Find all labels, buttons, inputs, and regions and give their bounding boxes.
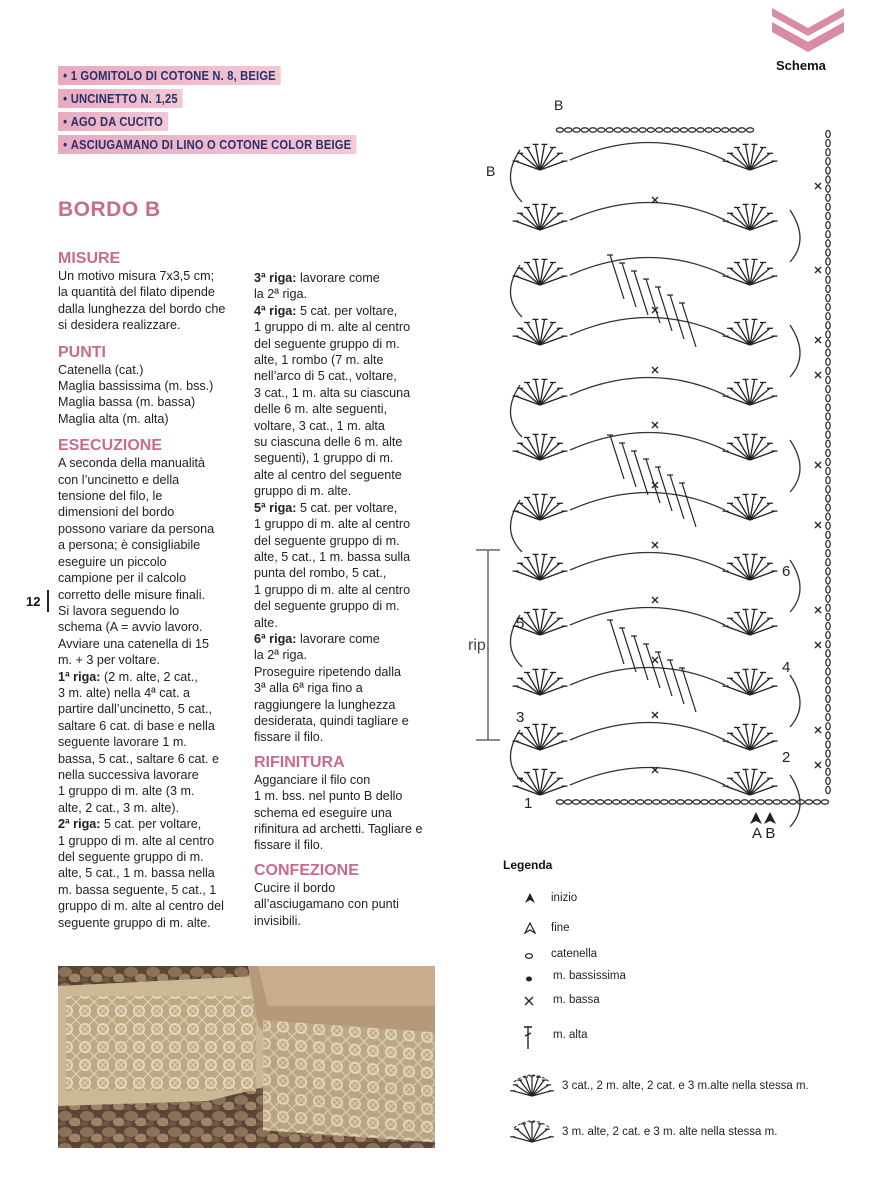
shell-group xyxy=(723,259,778,285)
riga1-label: 1ª riga: xyxy=(58,669,101,684)
shell-group xyxy=(723,609,778,635)
riga4-paragraph xyxy=(254,303,440,500)
riga3-text: lavorare come la 2ª riga. xyxy=(254,271,380,302)
riga2-text: 5 cat. per voltare, 1 gruppo di m. alte al centro del seguente gruppo di m. alte, 5 cat., 1 m. bassa nella m. bassa seguente, 5 cat., 1 gruppo di m. alte al centro del seguente gruppo di m. alte. xyxy=(58,817,224,930)
schema-title: Schema xyxy=(776,58,826,73)
materials-item: • ASCIUGAMANO DI LINO O COTONE COLOR BEIGE xyxy=(58,135,356,154)
riga4-text: 5 cat. per voltare, 1 gruppo di m. alte al centro del seguente gruppo di m. alte, 1 rombo (7 m. alte nell’arco di 5 cat., voltare, 3 cat., 1 m. alta su ciascuna delle 6 m. alte seguenti, voltare, 3 cat., 1 m. alta su ciascuna delle 6 m. alte seguenti), 1 gruppo di m. alte al centro del seguente gruppo di m. alte. xyxy=(254,303,411,499)
diagram-label-rip: rip. xyxy=(468,637,491,654)
riga6-paragraph xyxy=(254,631,440,664)
shell-group-small-icon xyxy=(509,1116,555,1144)
legend-item-catenella: catenella xyxy=(551,948,598,960)
riga5-text: 5 cat. per voltare, 1 gruppo di m. alte al centro del seguente gruppo di m. alte, 5 cat., 1 m. bassa sulla punta del rombo, 5 cat., 1 gruppo di m. alte al centro del seguente gruppo di m. alte. xyxy=(254,500,411,630)
shell-group xyxy=(723,204,778,230)
legend-item-shell-large: 3 cat., 2 m. alte, 2 cat. e 3 m.alte nella stessa m. xyxy=(562,1080,809,1092)
shell-group xyxy=(513,554,568,580)
shell-group xyxy=(513,379,568,405)
legend-item-m-bassa: m. bassa xyxy=(553,994,600,1006)
esecuzione-text: A seconda della manualità con l’uncinetto e della tensione del filo, le dimensioni del bordo possono variare da persona a persona; è consigliabile eseguire un piccolo campione per il calcolo corretto delle misure finali. Si lavora seguendo lo schema (A = avvio lavoro. Avviare una catenella di 15 m. + 3 per voltare. xyxy=(58,456,215,668)
diagram-diamonds xyxy=(607,255,696,712)
shell-group xyxy=(723,319,778,345)
row-number-3: 3 xyxy=(516,709,525,726)
riga1-text: (2 m. alte, 2 cat., 3 m. alte) nella 4ª cat. a partire dall’uncinetto, 5 cat., saltare 6 cat. di base e nella seguente lavorare 1 m. bassa, 5 cat., saltare 6 cat. e nella successiva lavorare 1 gruppo di m. alte (3 m. alte, 2 cat., 3 m. alte). xyxy=(58,669,220,815)
punti-text: Catenella (cat.) Maglia bassissima (m. bss.) Maglia bassa (m. bassa) Maglia alta (m. alta) xyxy=(58,362,214,426)
riga5-label: 5ª riga: xyxy=(254,500,297,515)
page-title: BORDO B xyxy=(58,198,161,221)
shell-group xyxy=(513,724,568,750)
riga6-label: 6ª riga: xyxy=(254,631,297,646)
start-marker-icon xyxy=(524,892,536,904)
diagram-label-b-top: B xyxy=(554,97,564,113)
shell-group xyxy=(723,554,778,580)
confezione-heading: CONFEZIONE xyxy=(254,861,359,879)
chain-stitch-icon xyxy=(524,951,534,961)
rifinitura-text: Agganciare il filo con 1 m. bss. nel punto B dello schema ed eseguire una rifinitura ad archetti. Tagliare e fissare il filo. xyxy=(254,772,423,853)
riga1-paragraph xyxy=(58,669,248,817)
shell-group xyxy=(513,434,568,460)
diagram-labels xyxy=(468,97,790,842)
end-marker-icon xyxy=(524,922,536,934)
shell-group xyxy=(513,669,568,695)
punti-heading: PUNTI xyxy=(58,343,106,361)
materials-list xyxy=(58,66,358,158)
shell-group xyxy=(513,319,568,345)
text-column-left xyxy=(58,250,248,931)
shell-group xyxy=(513,259,568,285)
row-number-2: 2 xyxy=(782,749,791,766)
crochet-schema-diagram xyxy=(460,90,850,850)
rifinitura-heading: RIFINITURA xyxy=(254,753,345,771)
riga5-paragraph xyxy=(254,500,440,631)
slip-stitch-icon xyxy=(524,974,534,984)
riga2-label: 2ª riga: xyxy=(58,817,101,832)
misure-text: Un motivo misura 7x3,5 cm; la quantità del filato dipende dalla lunghezza del bordo che si desidera realizzare. xyxy=(58,269,226,333)
shell-group xyxy=(513,494,568,520)
confezione-text: Cucire il bordo all’asciugamano con punti invisibili. xyxy=(254,880,399,928)
diamond-motif xyxy=(607,435,696,527)
misure-heading: MISURE xyxy=(58,250,121,267)
legend-item-m-bassissima: m. bassissima xyxy=(553,970,626,982)
materials-item: • UNCINETTO N. 1,25 xyxy=(58,89,183,108)
shell-group xyxy=(723,769,778,795)
riga4-label: 4ª riga: xyxy=(254,303,297,318)
shell-group xyxy=(513,769,568,795)
legend-item-fine: fine xyxy=(551,922,570,934)
crochet-border-photo xyxy=(58,966,435,1148)
row-number-1: 1 xyxy=(524,795,533,812)
prosegui-text: Proseguire ripetendo dalla 3ª alla 6ª riga fino a raggiungere la lunghezza desiderata, quindi tagliare e fissare il filo. xyxy=(254,664,409,745)
double-crochet-icon xyxy=(522,1024,534,1050)
diagram-label-b-side: B xyxy=(486,163,496,179)
materials-item: • 1 GOMITOLO DI COTONE N. 8, BEIGE xyxy=(58,66,281,85)
diagram-fans xyxy=(513,144,778,795)
legend-item-inizio: inizio xyxy=(551,892,578,904)
row-number-4: 4 xyxy=(782,659,791,676)
diamond-motif xyxy=(607,620,696,712)
start-end-marker-icon xyxy=(750,812,776,824)
shell-group xyxy=(513,144,568,170)
riga2-paragraph xyxy=(58,816,248,931)
chevron-decoration-icon xyxy=(770,6,846,54)
legend-title: Legenda xyxy=(503,858,553,872)
materials-item: • AGO DA CUCITO xyxy=(58,112,168,131)
shell-group xyxy=(723,669,778,695)
page-number: 12 xyxy=(26,594,41,609)
row-number-5: 5 xyxy=(516,615,525,632)
riga3-paragraph xyxy=(254,270,440,303)
row-number-6: 6 xyxy=(782,563,791,580)
legend-item-m-alta: m. alta xyxy=(553,1029,588,1041)
shell-group xyxy=(723,144,778,170)
riga6-text: lavorare come la 2ª riga. xyxy=(254,631,380,663)
diagram-label-ab: A B xyxy=(752,825,776,842)
shell-group xyxy=(723,379,778,405)
diamond-motif xyxy=(607,255,696,347)
page-number-divider xyxy=(47,590,49,612)
esecuzione-heading: ESECUZIONE xyxy=(58,437,163,455)
single-crochet-icon xyxy=(524,996,534,1006)
text-column-right xyxy=(254,270,440,929)
shell-group xyxy=(723,434,778,460)
shell-group xyxy=(513,204,568,230)
shell-group-large-icon xyxy=(509,1070,555,1102)
shell-group xyxy=(723,724,778,750)
legend-item-shell-small: 3 m. alte, 2 cat. e 3 m. alte nella stessa m. xyxy=(562,1126,778,1138)
shell-group xyxy=(723,494,778,520)
riga3-label: 3ª riga: xyxy=(254,271,297,285)
